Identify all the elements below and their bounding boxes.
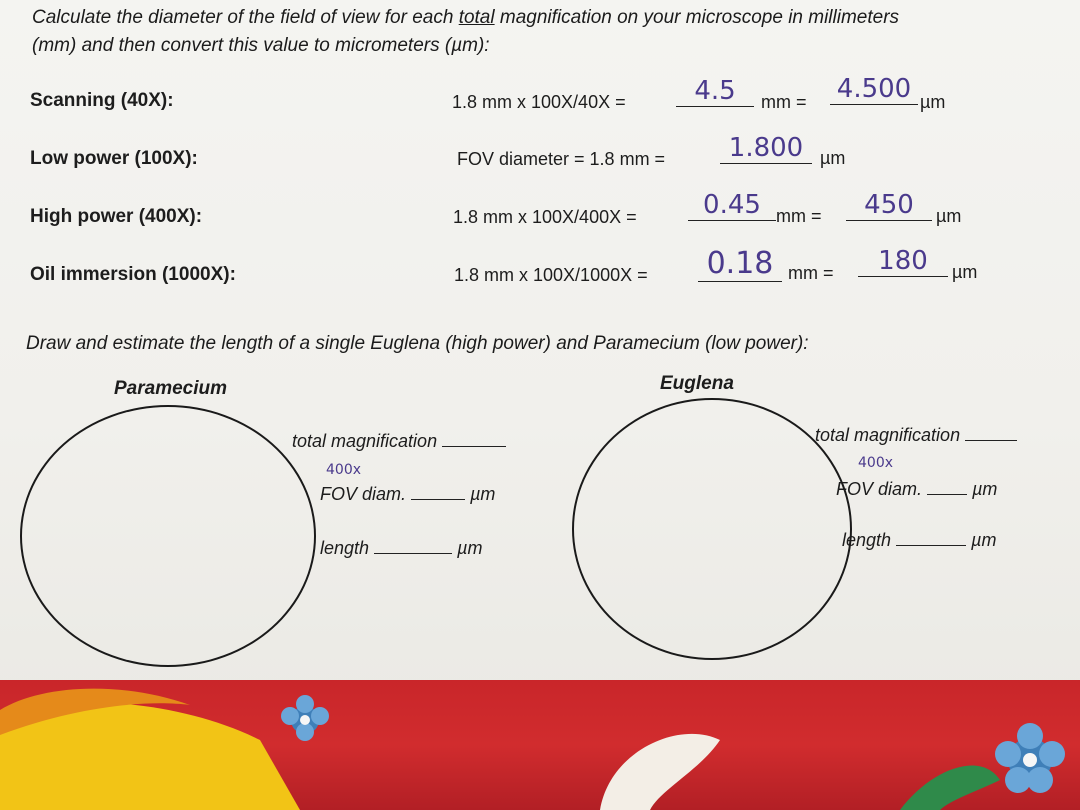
paramecium-fov	[320, 484, 495, 505]
row-scanning-equation: 1.8 mm x 100X/40X =	[452, 92, 626, 112]
green-leaf-shape	[900, 766, 1000, 810]
euglena-title: Euglena	[660, 373, 734, 394]
row-oil-equation: 1.8 mm x 100X/1000X =	[454, 265, 648, 285]
blue-flower-right-icon	[995, 723, 1065, 793]
row-low-um-value: 1.800	[720, 133, 812, 164]
row-oil-mid: mm =	[788, 263, 834, 283]
paramecium-title: Paramecium	[114, 378, 228, 399]
euglena-length-unit: µm	[971, 530, 997, 550]
euglena-total-mag-hand: 400x	[858, 455, 894, 471]
row-scanning-um-value: 4.500	[830, 74, 918, 105]
row-oil-mm-field[interactable]	[698, 246, 782, 282]
paramecium-length	[320, 538, 482, 559]
row-oil-mm-value: 0.18	[698, 246, 782, 282]
row-oil-um-value: 180	[858, 246, 948, 277]
euglena-fov-line[interactable]	[927, 493, 967, 495]
row-high-equation: 1.8 mm x 100X/400X =	[453, 207, 637, 227]
euglena-drawing-circle[interactable]	[572, 398, 852, 660]
paramecium-fov-unit: µm	[470, 484, 496, 504]
euglena-fov	[836, 479, 997, 500]
euglena-total-mag-label: total magnification	[815, 425, 961, 445]
euglena-length-line[interactable]	[896, 544, 966, 546]
intro-text	[32, 4, 899, 60]
euglena-length-label: length	[842, 530, 892, 550]
row-scanning-um-field[interactable]	[830, 74, 918, 105]
paramecium-fov-line[interactable]	[411, 498, 465, 500]
row-scanning-unit: µm	[920, 92, 946, 112]
paramecium-fov-label: FOV diam.	[320, 484, 407, 504]
paramecium-length-label: length	[320, 538, 370, 558]
row-low-label: Low power (100X):	[30, 148, 198, 169]
euglena-length	[842, 530, 996, 551]
row-scanning-mm-field[interactable]	[676, 76, 754, 107]
paramecium-total-mag	[292, 431, 506, 452]
paramecium-length-line[interactable]	[374, 552, 452, 554]
paramecium-drawing-circle[interactable]	[20, 405, 316, 667]
euglena-total-mag	[815, 425, 1017, 446]
row-oil-label: Oil immersion (1000X):	[30, 264, 236, 285]
paramecium-total-mag-label: total magnification	[292, 431, 438, 451]
row-low-equation: FOV diameter = 1.8 mm =	[457, 149, 666, 169]
euglena-total-mag-line[interactable]	[965, 439, 1017, 441]
row-low-um-field[interactable]	[720, 133, 812, 164]
row-low-unit: µm	[820, 148, 846, 168]
paramecium-total-mag-line[interactable]	[442, 445, 506, 447]
intro-line2: (mm) and then convert this value to micrometers (µm):	[32, 35, 490, 56]
tablecloth-background	[0, 680, 1080, 810]
row-high-unit: µm	[936, 206, 962, 226]
row-scanning-mm-value: 4.5	[676, 76, 754, 107]
white-leaf-shape	[600, 734, 720, 810]
row-high-um-value: 450	[846, 190, 932, 221]
euglena-fov-label: FOV diam.	[836, 479, 923, 499]
row-high-label: High power (400X):	[30, 206, 203, 227]
row-scanning-label: Scanning (40X):	[30, 90, 174, 111]
row-high-mm-field[interactable]	[688, 190, 776, 221]
intro-line1-a: Calculate the diameter of the field of view for each	[32, 7, 459, 28]
row-high-mm-value: 0.45	[688, 190, 776, 221]
row-oil-um-field[interactable]	[858, 246, 948, 277]
paramecium-total-mag-hand: 400x	[326, 462, 362, 478]
intro-line1-b: magnification on your microscope in millimeters	[494, 7, 900, 28]
row-high-mid: mm =	[776, 206, 822, 226]
draw-instruction: Draw and estimate the length of a single Euglena (high power) and Paramecium (low power):	[26, 333, 809, 354]
row-high-um-field[interactable]	[846, 190, 932, 221]
row-oil-unit: µm	[952, 262, 978, 282]
tablecloth-pattern	[0, 680, 1080, 810]
euglena-fov-unit: µm	[972, 479, 998, 499]
blue-flower-left-icon	[281, 695, 329, 741]
paramecium-length-unit: µm	[457, 538, 483, 558]
row-scanning-mid: mm =	[761, 92, 807, 112]
intro-underlined-total: total	[458, 7, 495, 28]
